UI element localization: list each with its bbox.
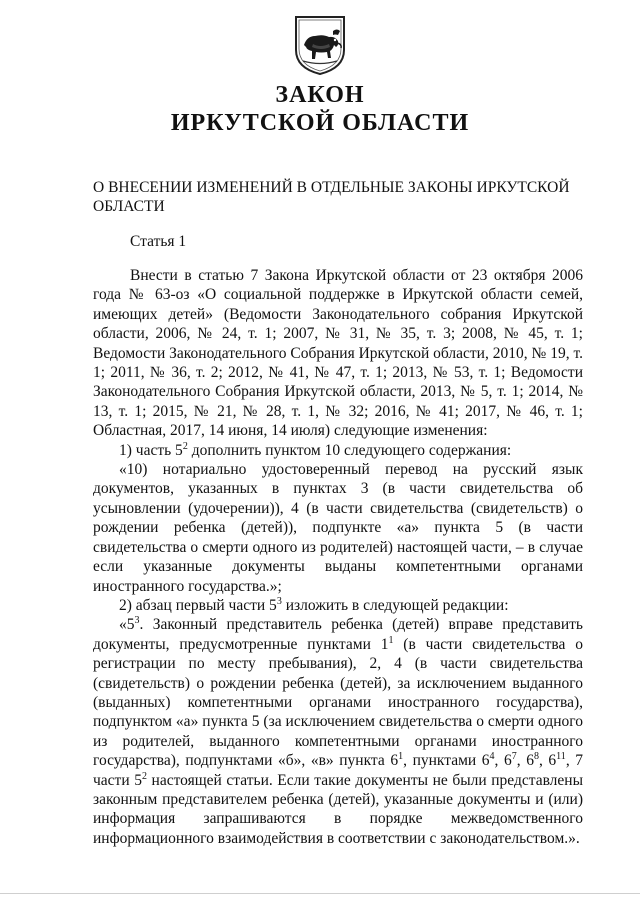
page-bottom-edge xyxy=(0,893,640,894)
document-heading-region: ИРКУТСКОЙ ОБЛАСТИ xyxy=(170,110,470,136)
paragraph-intro: Внести в статью 7 Закона Иркутской области от 23 октября 2006 года № 63-оз «О социальной поддержке в Иркутской области семей, имеющих детей» (Ведомости Законодательного собрания Иркутской области, 2006, № 24, т. 1; 2007, № 31, № 35, т. 3; 2008, № 45, т. 1; Ведомости Законодательного Собрания Иркутской области, 2010, № 19, т. 1; 2011, № 36, т. 2; 2012, № 41, № 47, т. 1; 2013, № 53, т. 1; Ведомости Законодательного Собрания Иркутской области, 2013, № 5, т. 1; 2014, № 13, т. 1; 2015, № 21, № 28, т. 1, № 32; 2016, № 41; 2017, № 46, т. 1; Областная, 2017, 14 июня, 14 июля) следующие изменения: xyxy=(93,267,583,440)
article-body xyxy=(93,266,583,848)
paragraph-quote-10: «10) нотариально удостоверенный перевод на русский язык документов, указанных в пунктах 3 (в части свидетельства об усыновлении (удочерении)), 4 (в части свидетельства (свидетельств) о рождении ребенка (детей)), подпункте «а» пункта 5 (в части свидетельства о смерти одного из родителей) настоящей части, – в случае если указанные документы выданы компетентными органами иностранного государства.»; xyxy=(93,461,583,595)
law-title: О ВНЕСЕНИИ ИЗМЕНЕНИЙ В ОТДЕЛЬНЫЕ ЗАКОНЫ ИРКУТСКОЙ ОБЛАСТИ xyxy=(93,179,570,215)
paragraph-item-2: 2) абзац первый части $5^3$ изложить в следующей редакции: xyxy=(119,595,509,614)
article-label: Статья 1 xyxy=(130,233,187,250)
paragraph-item-1: 1) часть $5^2$ дополнить пунктом 10 следующего содержания: xyxy=(119,440,512,459)
paragraph-quote-5-3: «$5^3$. Законный представитель ребенка (детей) вправе представить документы, предусмотренные пунктами $1^1$ (в части свидетельства о регистрации по месту пребывания), 2, 4 (в части свидетельства (свидетельств) о рождении ребенка (детей), за исключением выданного (выданных) компетентными органами иностранного государства), подпунктом «а» пункта 5 (за исключением свидетельства о смерти одного из родителей, выданного компетентными органами иностранного государства), подпунктами «б», «в» пункта $6^1$, пунктами $6^4$, $6^7$, $6^8$, $6^{11}$, 7 части $5^2$ настоящей статьи. Если такие документы не были представлены законным представителем ребенка (детей), указанные документы и (или) информация запрашиваются в порядке межведомственного информационного взаимодействия в соответствии с законодательством.». xyxy=(93,615,584,847)
document-heading-law: ЗАКОН xyxy=(275,82,365,108)
coat-of-arms-icon xyxy=(293,14,347,76)
